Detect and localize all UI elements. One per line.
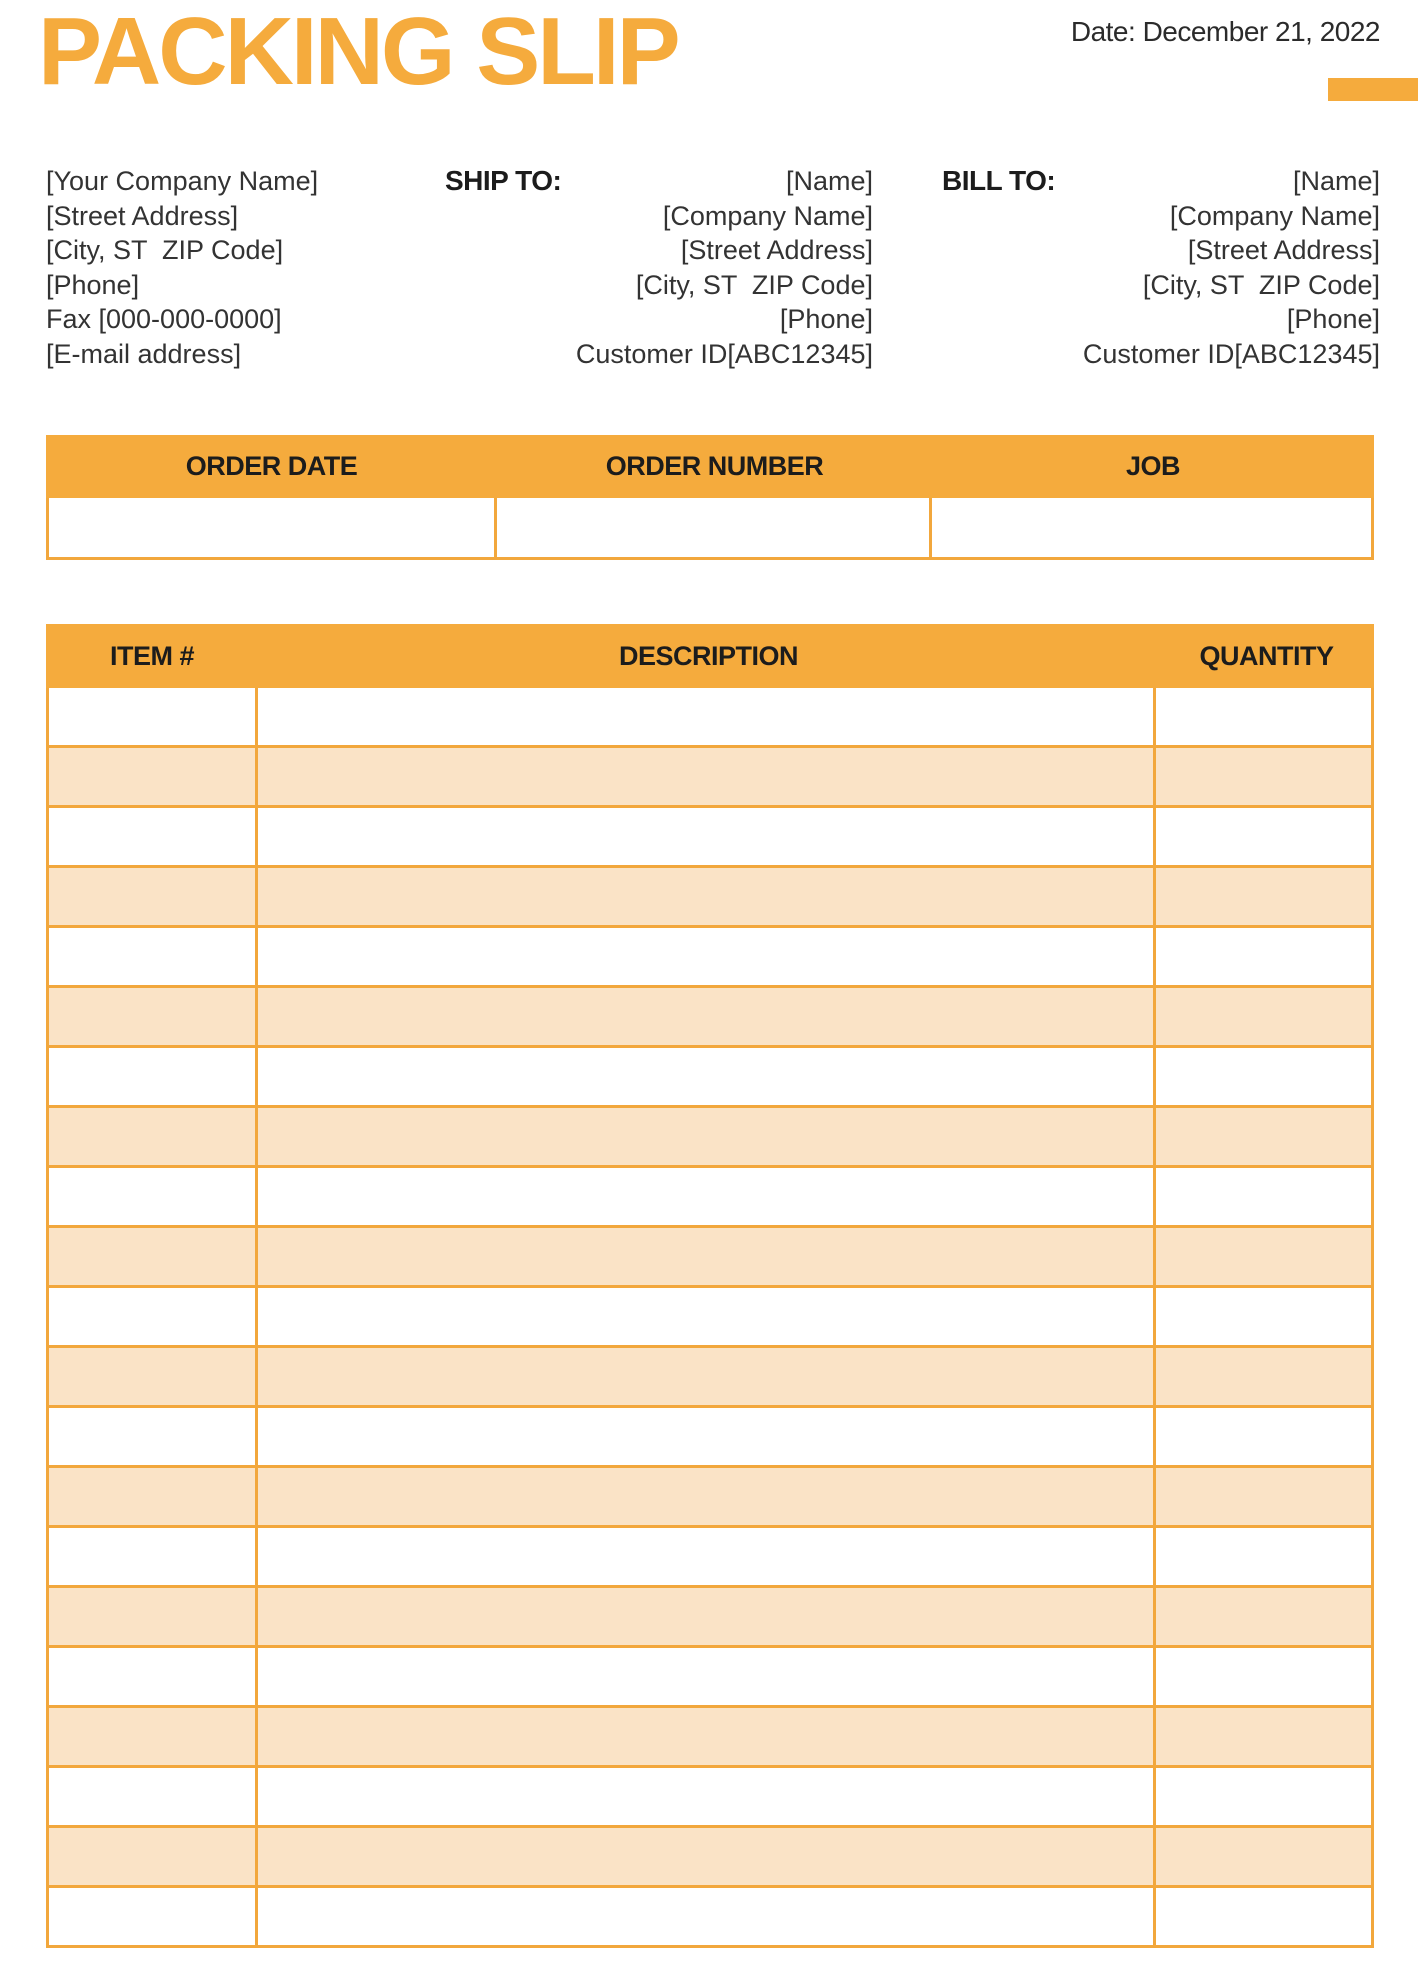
item-cell-qty[interactable] bbox=[1156, 688, 1371, 745]
job-header: JOB bbox=[1125, 451, 1181, 481]
company-city-line: [City, ST ZIP Code] bbox=[46, 235, 284, 265]
item-cell-item[interactable] bbox=[49, 1048, 258, 1105]
item-cell-qty[interactable] bbox=[1156, 1108, 1371, 1165]
item-cell-qty[interactable] bbox=[1156, 1528, 1371, 1585]
job-cell[interactable] bbox=[932, 498, 1371, 557]
item-row bbox=[49, 1048, 1371, 1108]
page-title: PACKING SLIP bbox=[38, 0, 678, 105]
item-row bbox=[49, 1228, 1371, 1288]
ship-to-customer-id-line: Customer ID[ABC12345] bbox=[575, 338, 873, 369]
item-row bbox=[49, 1588, 1371, 1648]
item-cell-item[interactable] bbox=[49, 1108, 258, 1165]
item-cell-qty[interactable] bbox=[1156, 748, 1371, 805]
item-row bbox=[49, 808, 1371, 868]
bill-to-customer-id-line: Customer ID[ABC12345] bbox=[1082, 338, 1380, 369]
company-address-block bbox=[46, 164, 318, 371]
item-cell-item[interactable] bbox=[49, 1168, 258, 1225]
order-date-cell[interactable] bbox=[49, 498, 497, 557]
items-table-body bbox=[46, 688, 1374, 1948]
ship-to-name-line: [Name] bbox=[785, 166, 873, 196]
item-cell-desc[interactable] bbox=[258, 1408, 1156, 1465]
item-cell-qty[interactable] bbox=[1156, 1408, 1371, 1465]
item-cell-desc[interactable] bbox=[258, 1108, 1156, 1165]
item-cell-desc[interactable] bbox=[258, 1828, 1156, 1885]
items-table bbox=[46, 624, 1374, 1948]
item-cell-desc[interactable] bbox=[258, 1288, 1156, 1345]
item-cell-item[interactable] bbox=[49, 1348, 258, 1405]
item-cell-qty[interactable] bbox=[1156, 1588, 1371, 1645]
order-date-header: ORDER DATE bbox=[185, 451, 358, 481]
item-cell-qty[interactable] bbox=[1156, 1768, 1371, 1825]
item-cell-item[interactable] bbox=[49, 1528, 258, 1585]
address-section bbox=[46, 164, 1380, 379]
item-cell-desc[interactable] bbox=[258, 1468, 1156, 1525]
item-row bbox=[49, 1888, 1371, 1948]
bill-to-city-line: [City, ST ZIP Code] bbox=[1142, 269, 1380, 300]
company-fax-line: Fax [000-000-0000] bbox=[46, 304, 282, 334]
item-cell-desc[interactable] bbox=[258, 1888, 1156, 1945]
item-row bbox=[49, 1348, 1371, 1408]
item-row bbox=[49, 1768, 1371, 1828]
item-cell-desc[interactable] bbox=[258, 1648, 1156, 1705]
order-number-header: ORDER NUMBER bbox=[605, 451, 824, 481]
item-cell-qty[interactable] bbox=[1156, 1648, 1371, 1705]
item-cell-item[interactable] bbox=[49, 1588, 258, 1645]
ship-to-company-line: [Company Name] bbox=[662, 200, 873, 231]
item-cell-qty[interactable] bbox=[1156, 1228, 1371, 1285]
item-cell-desc[interactable] bbox=[258, 868, 1156, 925]
item-cell-qty[interactable] bbox=[1156, 988, 1371, 1045]
item-row bbox=[49, 1528, 1371, 1588]
item-cell-desc[interactable] bbox=[258, 688, 1156, 745]
item-cell-qty[interactable] bbox=[1156, 1348, 1371, 1405]
item-cell-desc[interactable] bbox=[258, 1048, 1156, 1105]
ship-to-street-line: [Street Address] bbox=[680, 235, 873, 265]
item-cell-item[interactable] bbox=[49, 748, 258, 805]
item-cell-desc[interactable] bbox=[258, 1528, 1156, 1585]
ship-to-label: SHIP TO: bbox=[445, 165, 562, 196]
bill-to-phone-line: [Phone] bbox=[1286, 304, 1380, 334]
description-header: DESCRIPTION bbox=[618, 640, 799, 671]
ship-to-city-line: [City, ST ZIP Code] bbox=[635, 269, 873, 300]
item-row bbox=[49, 1408, 1371, 1468]
ship-to-phone-line: [Phone] bbox=[779, 304, 873, 334]
quantity-header: QUANTITY bbox=[1199, 640, 1334, 671]
items-table-header bbox=[46, 624, 1374, 688]
item-cell-item[interactable] bbox=[49, 1228, 258, 1285]
item-cell-qty[interactable] bbox=[1156, 928, 1371, 985]
order-table-row bbox=[46, 498, 1374, 560]
orange-accent-bar bbox=[1328, 78, 1418, 101]
item-cell-qty[interactable] bbox=[1156, 808, 1371, 865]
item-row bbox=[49, 1468, 1371, 1528]
item-cell-desc[interactable] bbox=[258, 1228, 1156, 1285]
item-row bbox=[49, 928, 1371, 988]
item-cell-item[interactable] bbox=[49, 988, 258, 1045]
item-cell-desc[interactable] bbox=[258, 1588, 1156, 1645]
bill-to-company-line: [Company Name] bbox=[1169, 200, 1380, 231]
item-cell-desc[interactable] bbox=[258, 808, 1156, 865]
item-cell-item[interactable] bbox=[49, 808, 258, 865]
company-name-line: [Your Company Name] bbox=[46, 166, 319, 196]
bill-to-label: BILL TO: bbox=[942, 165, 1056, 196]
bill-to-street-line: [Street Address] bbox=[1187, 235, 1380, 265]
item-cell-item[interactable] bbox=[49, 1708, 258, 1765]
item-row bbox=[49, 1648, 1371, 1708]
company-email-line: [E-mail address] bbox=[46, 338, 242, 369]
item-cell-item[interactable] bbox=[49, 688, 258, 745]
item-cell-item[interactable] bbox=[49, 1648, 258, 1705]
item-cell-item[interactable] bbox=[49, 1768, 258, 1825]
item-cell-desc[interactable] bbox=[258, 988, 1156, 1045]
item-cell-desc[interactable] bbox=[258, 1348, 1156, 1405]
item-cell-qty[interactable] bbox=[1156, 1828, 1371, 1885]
item-row bbox=[49, 988, 1371, 1048]
item-cell-item[interactable] bbox=[49, 928, 258, 985]
item-cell-item[interactable] bbox=[49, 1468, 258, 1525]
order-number-cell[interactable] bbox=[497, 498, 932, 557]
item-row bbox=[49, 1708, 1371, 1768]
order-table-header bbox=[46, 435, 1374, 498]
item-cell-item[interactable] bbox=[49, 1828, 258, 1885]
item-cell-qty[interactable] bbox=[1156, 1708, 1371, 1765]
item-cell-item[interactable] bbox=[49, 1888, 258, 1945]
item-row bbox=[49, 748, 1371, 808]
item-number-header: ITEM # bbox=[109, 640, 194, 671]
bill-to-block bbox=[1020, 164, 1380, 371]
item-cell-item[interactable] bbox=[49, 1408, 258, 1465]
item-cell-desc[interactable] bbox=[258, 1168, 1156, 1225]
item-cell-qty[interactable] bbox=[1156, 1288, 1371, 1345]
item-cell-qty[interactable] bbox=[1156, 1168, 1371, 1225]
item-cell-desc[interactable] bbox=[258, 748, 1156, 805]
bill-to-name-line: [Name] bbox=[1292, 166, 1380, 196]
item-row bbox=[49, 868, 1371, 928]
item-row bbox=[49, 1288, 1371, 1348]
item-cell-qty[interactable] bbox=[1156, 1888, 1371, 1945]
item-row bbox=[49, 688, 1371, 748]
ship-to-block bbox=[473, 164, 873, 371]
item-row bbox=[49, 1828, 1371, 1888]
item-row bbox=[49, 1168, 1371, 1228]
item-cell-qty[interactable] bbox=[1156, 1468, 1371, 1525]
order-info-table bbox=[46, 435, 1374, 560]
item-row bbox=[49, 1108, 1371, 1168]
item-cell-desc[interactable] bbox=[258, 1708, 1156, 1765]
company-street-line: [Street Address] bbox=[46, 200, 239, 231]
item-cell-desc[interactable] bbox=[258, 928, 1156, 985]
item-cell-item[interactable] bbox=[49, 868, 258, 925]
company-phone-line: [Phone] bbox=[46, 269, 140, 300]
item-cell-qty[interactable] bbox=[1156, 868, 1371, 925]
date-text: Date: December 21, 2022 bbox=[1070, 16, 1380, 47]
item-cell-item[interactable] bbox=[49, 1288, 258, 1345]
item-cell-qty[interactable] bbox=[1156, 1048, 1371, 1105]
item-cell-desc[interactable] bbox=[258, 1768, 1156, 1825]
